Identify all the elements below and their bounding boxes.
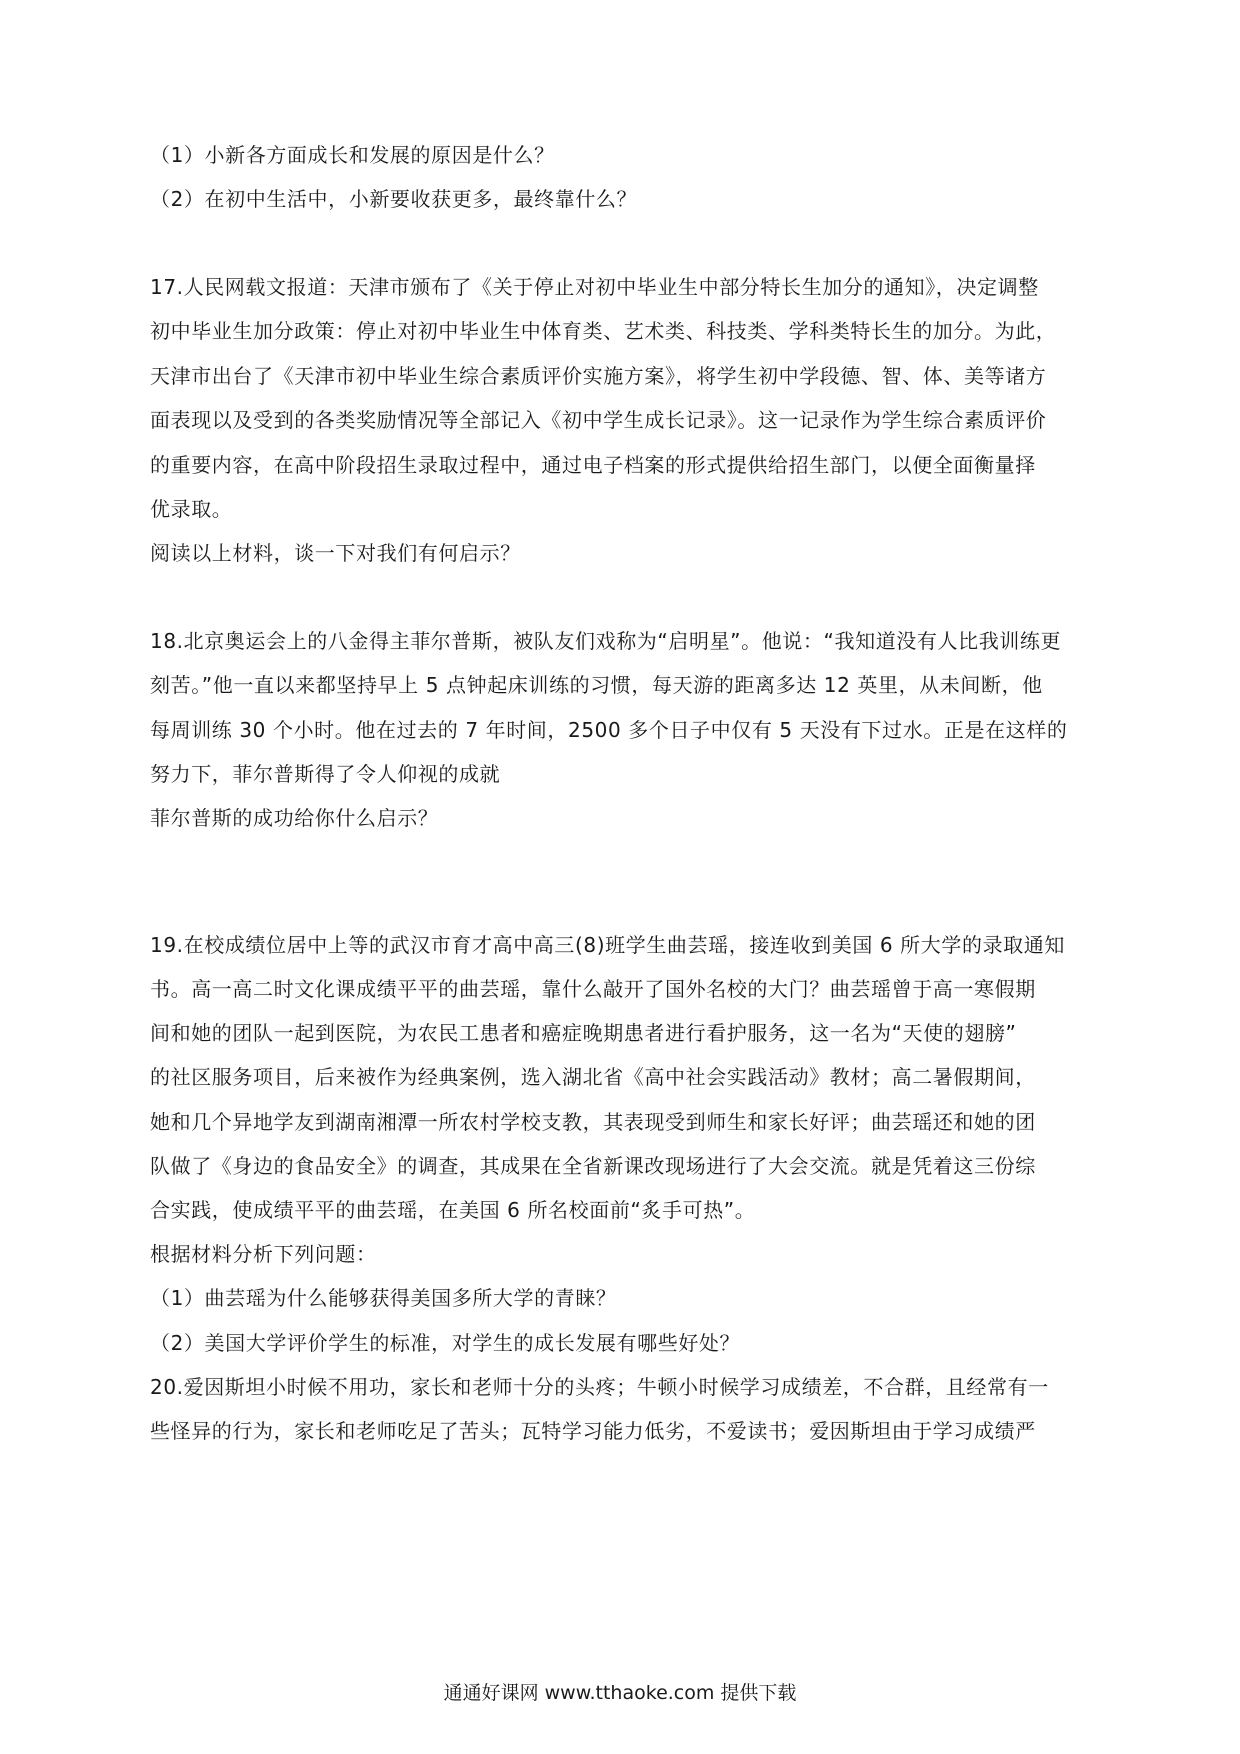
text-line: （1）小新各方面成长和发展的原因是什么？: [150, 143, 555, 167]
text-line: 天津市出台了《天津市初中毕业生综合素质评价实施方案》，将学生初中学段德、智、体、美等诸方: [150, 364, 1047, 388]
text-line: 每周训练 30 个小时。他在过去的 7 年时间，2500 多个日子中仅有 5 天没有下过水。正是在这样的: [150, 718, 1068, 742]
text-line: 合实践，使成绩平平的曲芸瑶，在美国 6 所名校面前“炙手可热”。: [150, 1198, 756, 1222]
page-footer: 通通好课网 www.tthaoke.com 提供下载: [443, 1682, 797, 1704]
text-line: 阅读以上材料，谈一下对我们有何启示？: [150, 541, 521, 565]
text-line: 初中毕业生加分政策：停止对初中毕业生中体育类、艺术类、科技类、学科类特长生的加分。为此，: [150, 319, 1057, 343]
text-line: 间和她的团队一起到医院，为农民工患者和癌症晚期患者进行看护服务，这一名为“天使的翅膀”: [150, 1021, 1017, 1045]
text-line: 优录取。: [150, 497, 233, 521]
text-line: 努力下，菲尔普斯得了令人仰视的成就: [150, 762, 501, 786]
text-line: 些怪异的行为，家长和老师吃足了苦头；瓦特学习能力低劣，不爱读书；爱因斯坦由于学习成绩严: [150, 1419, 1036, 1443]
text-line: 面表现以及受到的各类奖励情况等全部记入《初中学生成长记录》。这一记录作为学生综合素质评价: [150, 408, 1047, 432]
text-line: （1）曲芸瑶为什么能够获得美国多所大学的青睐？: [150, 1286, 617, 1310]
text-line: （2）美国大学评价学生的标准，对学生的成长发展有哪些好处？: [150, 1331, 741, 1355]
text-line: （2）在初中生活中，小新要收获更多，最终靠什么？: [150, 187, 638, 211]
text-line: 的重要内容，在高中阶段招生录取过程中，通过电子档案的形式提供给招生部门，以便全面衡量择: [150, 453, 1036, 477]
text-line: 17.人民网载文报道：天津市颁布了《关于停止对初中毕业生中部分特长生加分的通知》，决定调整: [150, 275, 1039, 299]
text-line: 书。高一高二时文化课成绩平平的曲芸瑶，靠什么敲开了国外名校的大门？曲芸瑶曾于高一寒假期: [150, 977, 1036, 1001]
text-line: 菲尔普斯的成功给你什么启示？: [150, 806, 439, 830]
text-line: 根据材料分析下列问题：: [150, 1242, 377, 1266]
text-line: 队做了《身边的食品安全》的调查，其成果在全省新课改现场进行了大会交流。就是凭着这三份综: [150, 1154, 1036, 1178]
text-line: 的社区服务项目，后来被作为经典案例，选入湖北省《高中社会实践活动》教材；高二暑假期间，: [150, 1065, 1036, 1089]
text-line: 19.在校成绩位居中上等的武汉市育才高中高三(8)班学生曲芸瑶，接连收到美国 6 所大学的录取通知: [150, 933, 1065, 957]
text-line: 她和几个异地学友到湖南湘潭一所农村学校支教，其表现受到师生和家长好评；曲芸瑶还和她的团: [150, 1110, 1036, 1134]
text-line: 刻苦。”他一直以来都坚持早上 5 点钟起床训练的习惯，每天游的距离多达 12 英里，从未间断，他: [150, 673, 1043, 697]
text-line: 18.北京奥运会上的八金得主菲尔普斯，被队友们戏称为“启明星”。他说：“我知道没有人比我训练更: [150, 629, 1062, 653]
text-line: 20.爱因斯坦小时候不用功，家长和老师十分的头疼；牛顿小时候学习成绩差，不合群，且经常有一: [150, 1375, 1049, 1399]
